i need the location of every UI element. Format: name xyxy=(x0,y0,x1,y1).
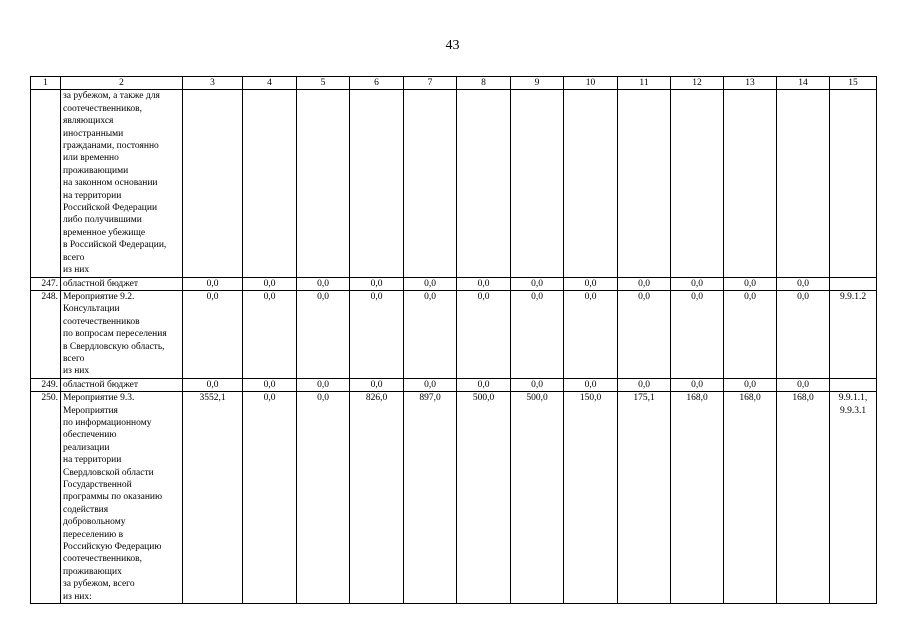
value-cell: 0,0 xyxy=(297,290,350,378)
value-cell: 0,0 xyxy=(350,277,404,290)
description-line: по информационному xyxy=(63,417,152,428)
table-row xyxy=(31,392,877,604)
description-line: иностранными xyxy=(63,128,124,139)
description-line: соотечественников, xyxy=(63,554,142,565)
value-cell: 0,0 xyxy=(777,290,830,378)
description-line: на территории xyxy=(63,190,122,201)
value-cell xyxy=(404,90,457,277)
value-cell: 500,0 xyxy=(457,392,511,604)
description-line: переселению в xyxy=(63,529,124,540)
value-cell xyxy=(183,90,243,277)
description-line: добровольному xyxy=(63,517,126,528)
value-cell: 0,0 xyxy=(564,378,618,391)
value-cell xyxy=(457,90,511,277)
value-cell: 897,0 xyxy=(404,392,457,604)
description-line: Консультации xyxy=(63,304,120,315)
value-cell: 0,0 xyxy=(350,290,404,378)
value-cell: 0,0 xyxy=(404,277,457,290)
value-cell: 826,0 xyxy=(350,392,404,604)
table-row xyxy=(31,378,877,391)
value-cell: 0,0 xyxy=(724,277,777,290)
value-cell: 0,0 xyxy=(511,290,564,378)
value-cell: 0,0 xyxy=(183,277,243,290)
value-cell: 0,0 xyxy=(618,378,671,391)
value-cell: 0,0 xyxy=(183,378,243,391)
budget-table xyxy=(30,76,877,604)
value-cell: 0,0 xyxy=(564,277,618,290)
value-cell xyxy=(777,90,830,277)
description-line: проживающими xyxy=(63,165,129,176)
column-header: 4 xyxy=(243,77,297,90)
description-line: соотечественников, xyxy=(63,103,142,114)
value-cell: 0,0 xyxy=(404,378,457,391)
value-cell: 0,0 xyxy=(618,277,671,290)
description-line: либо получившими xyxy=(63,215,142,226)
value-cell xyxy=(243,90,297,277)
value-cell: 0,0 xyxy=(243,290,297,378)
value-cell: 168,0 xyxy=(777,392,830,604)
column-header: 1 xyxy=(31,77,61,90)
row-number xyxy=(31,90,61,277)
description-line: или временно xyxy=(63,153,119,164)
description-line: содействия xyxy=(63,504,109,515)
value-cell xyxy=(724,90,777,277)
value-cell: 0,0 xyxy=(297,277,350,290)
column-header: 3 xyxy=(183,77,243,90)
value-cell xyxy=(511,90,564,277)
description-line: из них: xyxy=(63,591,92,602)
value-cell xyxy=(297,90,350,277)
header-row xyxy=(31,77,877,90)
value-cell: 0,0 xyxy=(243,392,297,604)
description-line: областной бюджет xyxy=(63,379,139,390)
value-cell: 0,0 xyxy=(564,290,618,378)
value-cell: 0,0 xyxy=(671,290,724,378)
description-line: в Российской Федерации, xyxy=(63,240,167,251)
description-line: обеспечению xyxy=(63,430,117,441)
value-cell xyxy=(671,90,724,277)
table-row xyxy=(31,277,877,290)
row-number: 249. xyxy=(31,378,61,391)
target-indicator xyxy=(830,90,877,277)
value-cell: 0,0 xyxy=(511,378,564,391)
value-cell: 0,0 xyxy=(724,378,777,391)
description-line: по вопросам переселения xyxy=(63,329,167,340)
target-line: 9.9.3.1 xyxy=(839,405,867,416)
column-header: 6 xyxy=(350,77,404,90)
description-line: из них xyxy=(63,366,90,377)
column-header: 11 xyxy=(618,77,671,90)
value-cell: 0,0 xyxy=(457,277,511,290)
row-description xyxy=(61,277,183,290)
row-description xyxy=(61,392,183,604)
target-line: 9.9.1.1, xyxy=(838,393,868,404)
row-description xyxy=(61,290,183,378)
value-cell: 0,0 xyxy=(183,290,243,378)
value-cell: 0,0 xyxy=(297,378,350,391)
description-line: за рубежом, а также для xyxy=(63,91,160,102)
table-row xyxy=(31,90,877,277)
description-line: всего xyxy=(63,252,85,263)
target-indicator xyxy=(830,290,877,378)
description-line: в Свердловскую область, xyxy=(63,341,165,352)
column-header: 15 xyxy=(830,77,877,90)
value-cell xyxy=(350,90,404,277)
target-indicator xyxy=(830,392,877,604)
value-cell: 0,0 xyxy=(671,277,724,290)
value-cell: 175,1 xyxy=(618,392,671,604)
column-header: 12 xyxy=(671,77,724,90)
row-number: 250. xyxy=(31,392,61,604)
target-indicator xyxy=(830,378,877,391)
value-cell: 168,0 xyxy=(671,392,724,604)
column-header: 13 xyxy=(724,77,777,90)
value-cell: 0,0 xyxy=(243,277,297,290)
target-indicator xyxy=(830,277,877,290)
value-cell: 0,0 xyxy=(297,392,350,604)
value-cell xyxy=(564,90,618,277)
row-description xyxy=(61,378,183,391)
table-row xyxy=(31,290,877,378)
value-cell: 0,0 xyxy=(777,277,830,290)
description-line: Государственной xyxy=(63,480,132,490)
description-line: являющихся xyxy=(63,116,114,127)
value-cell: 0,0 xyxy=(457,290,511,378)
column-header: 9 xyxy=(511,77,564,90)
value-cell: 0,0 xyxy=(724,290,777,378)
value-cell: 0,0 xyxy=(671,378,724,391)
page-number: 43 xyxy=(445,38,460,53)
column-header: 5 xyxy=(297,77,350,90)
column-header: 2 xyxy=(61,77,183,90)
value-cell: 0,0 xyxy=(457,378,511,391)
value-cell: 150,0 xyxy=(564,392,618,604)
description-line: соотечественников xyxy=(63,316,140,327)
row-description xyxy=(61,90,183,277)
description-line: за рубежом, всего xyxy=(63,579,135,590)
value-cell: 3552,1 xyxy=(183,392,243,604)
description-line: временное убежище xyxy=(63,227,146,238)
description-line: из них xyxy=(63,265,90,276)
description-line: программы по оказанию xyxy=(63,492,163,503)
value-cell: 168,0 xyxy=(724,392,777,604)
description-line: Мероприятия xyxy=(63,405,118,416)
description-line: Мероприятие 9.3. xyxy=(63,393,135,404)
row-number: 247. xyxy=(31,277,61,290)
value-cell: 500,0 xyxy=(511,392,564,604)
description-line: всего xyxy=(63,353,85,364)
row-number: 248. xyxy=(31,290,61,378)
value-cell: 0,0 xyxy=(350,378,404,391)
value-cell: 0,0 xyxy=(404,290,457,378)
target-line: 9.9.1.2 xyxy=(839,291,867,302)
description-line: гражданами, постоянно xyxy=(63,141,159,152)
description-line: областной бюджет xyxy=(63,278,139,289)
value-cell xyxy=(618,90,671,277)
description-line: реализации xyxy=(63,442,110,453)
value-cell: 0,0 xyxy=(511,277,564,290)
description-line: Мероприятие 9.2. xyxy=(63,291,135,302)
value-cell: 0,0 xyxy=(243,378,297,391)
description-line: на территории xyxy=(63,455,122,466)
description-line: Российской Федерации xyxy=(63,203,158,214)
value-cell: 0,0 xyxy=(777,378,830,391)
column-header: 14 xyxy=(777,77,830,90)
description-line: на законном основании xyxy=(63,178,158,189)
column-header: 8 xyxy=(457,77,511,90)
description-line: проживающих xyxy=(63,566,122,577)
value-cell: 0,0 xyxy=(618,290,671,378)
column-header: 7 xyxy=(404,77,457,90)
description-line: Российскую Федерацию xyxy=(63,542,162,553)
column-header: 10 xyxy=(564,77,618,90)
description-line: Свердловской области xyxy=(63,467,154,478)
